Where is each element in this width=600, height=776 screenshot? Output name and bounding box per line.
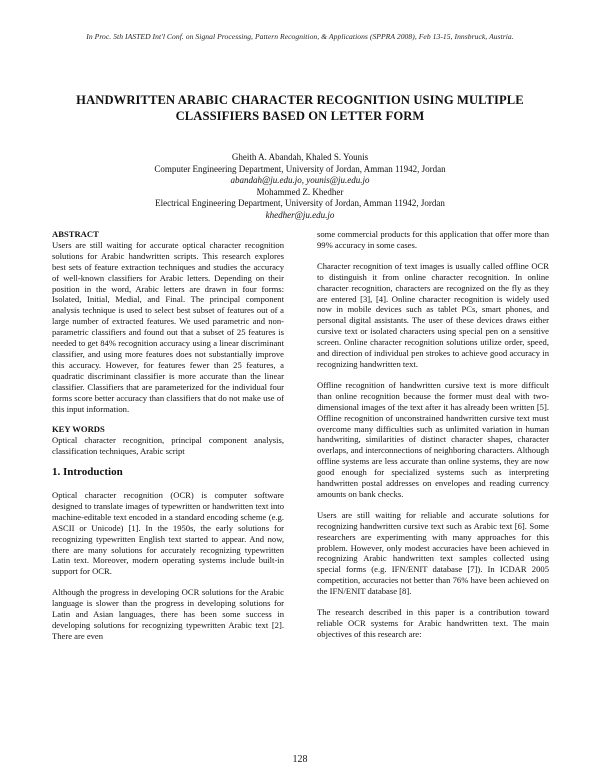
author-email-1: abandah@ju.edu.jo, younis@ju.edu.jo: [230, 175, 370, 185]
right-paragraph-2: Character recognition of text images is usually called offline OCR to distinguish it from online character recognition. In online character recognition, characters are recognized on the fly as they are entered [3], [4]. Online character recognition is widely used now in mobile devices such as tablet PCs, smart phones, and personal digital assistants. The user of these devices draws either cursive text or isolated characters using special pen on a sensitive screen. Online character recognition solutions utilize order, speed, and direction of individual pen strokes to achieve good accuracy in recognizing handwritten text.: [317, 260, 549, 369]
title-line-2: CLASSIFIERS BASED ON LETTER FORM: [175, 109, 425, 123]
title-line-1: HANDWRITTEN ARABIC CHARACTER RECOGNITION USING MULTIPLE: [76, 93, 524, 107]
introduction-heading: 1. Introduction: [52, 466, 123, 479]
author-affiliation-1: Computer Engineering Department, University of Jordan, Amman 11942, Jordan: [154, 163, 446, 174]
left-column: [52, 229, 284, 652]
keywords-heading: KEY WORDS: [52, 424, 105, 435]
author-email-2: khedher@ju.edu.jo: [265, 209, 335, 220]
conference-header: In Proc. 5th IASTED Int'l Conf. on Signal Processing, Pattern Recognition, & Applications (SPPRA 2008), Feb 13-15, Innsbruck, Austria.: [86, 32, 514, 41]
abstract-heading: ABSTRACT: [52, 229, 99, 239]
author-block: [60, 152, 540, 221]
author-affiliation-2: Electrical Engineering Department, University of Jordan, Amman 11942, Jordan: [155, 198, 445, 208]
abstract-text: Users are still waiting for accurate optical character recognition solutions for Arabic handwritten scripts. This research explores best sets of feature extraction techniques and studies the accuracy of well-known classifiers for Arabic letters. Depending on their position in the word, Arabic letters are drawn in four forms: Isolated, Initial, Medial, and Final. The principal component analysis technique is used to select best subset of features out of a large number of extracted features. We used parametric and non-parametric classifiers and found out that a subset of 25 features is needed to get 84% recognition accuracy using a linear discriminant classifier, and using more features does not substantially improve this accuracy. However, for features fewer than 25 features, a quadratic discriminant classifier is more accurate than the linear classifier. Classifiers that are parameterized for the individual four forms score better accuracy than classifiers that do not make use of this input information.: [52, 239, 284, 414]
right-paragraph-4: Users are still waiting for reliable and accurate solutions for recognizing handwritten cursive text such as Arabic text [6]. Some researchers are experimenting with many approaches for this problem. However, only modest accuracies have been achieved in recognizing Arabic handwritten text samples collected using special forms (e.g. IFN/ENIT database [7]). In ICDAR 2005 competition, accuracies not better than 76% have been achieved on the IFN/ENIT database [8].: [317, 509, 549, 597]
right-paragraph-5: The research described in this paper is a contribution toward reliable OCR systems for Arabic handwritten text. The main objectives of this research are:: [317, 607, 549, 639]
right-paragraph-1: some commercial products for this application that offer more than 99% accuracy in some cases.: [317, 229, 549, 250]
paper-title: [40, 92, 560, 124]
page-number: 128: [292, 754, 308, 765]
right-paragraph-3: Offline recognition of handwritten cursive text is more difficult than online recognition because the former must deal with two-dimensional images of the text after it has already been written [5]. Offline recognition of unconstrained handwritten cursive text must overcome many difficulties such as unlimited variation in human handwriting, similarities of distinct character shapes, character overlaps, and interconnections of neighboring characters. Although offline systems are less accurate than online systems, they are now good enough for specialized systems such as interpreting handwritten postal addresses on envelopes and reading currency amounts on bank checks.: [317, 379, 549, 499]
right-column: [317, 229, 549, 650]
intro-paragraph-2: Although the progress in developing OCR solutions for the Arabic language is slower than the progress in developing solutions for Latin and Asian languages, there has been some success in developing solutions for recognizing typewritten Arabic text [2]. There are even: [52, 587, 284, 641]
keywords-text: Optical character recognition, principal component analysis, classification techniques, Arabic script: [52, 435, 284, 457]
author-names-1: Gheith A. Abandah, Khaled S. Younis: [231, 152, 369, 162]
author-names-2: Mohammed Z. Khedher: [256, 186, 344, 197]
intro-paragraph-1: Optical character recognition (OCR) is computer software designed to translate images of typewritten or handwritten text into machine-editable text encoded in a standard encoding scheme (e.g. ASCII or Unicode) [1]. In the 1950s, the early solutions for recognizing typewritten English text started to appear. And now, there are many solutions for accurately recognizing typewritten Latin text. Moreover, modern operating systems include built-in support for OCR.: [52, 490, 284, 577]
